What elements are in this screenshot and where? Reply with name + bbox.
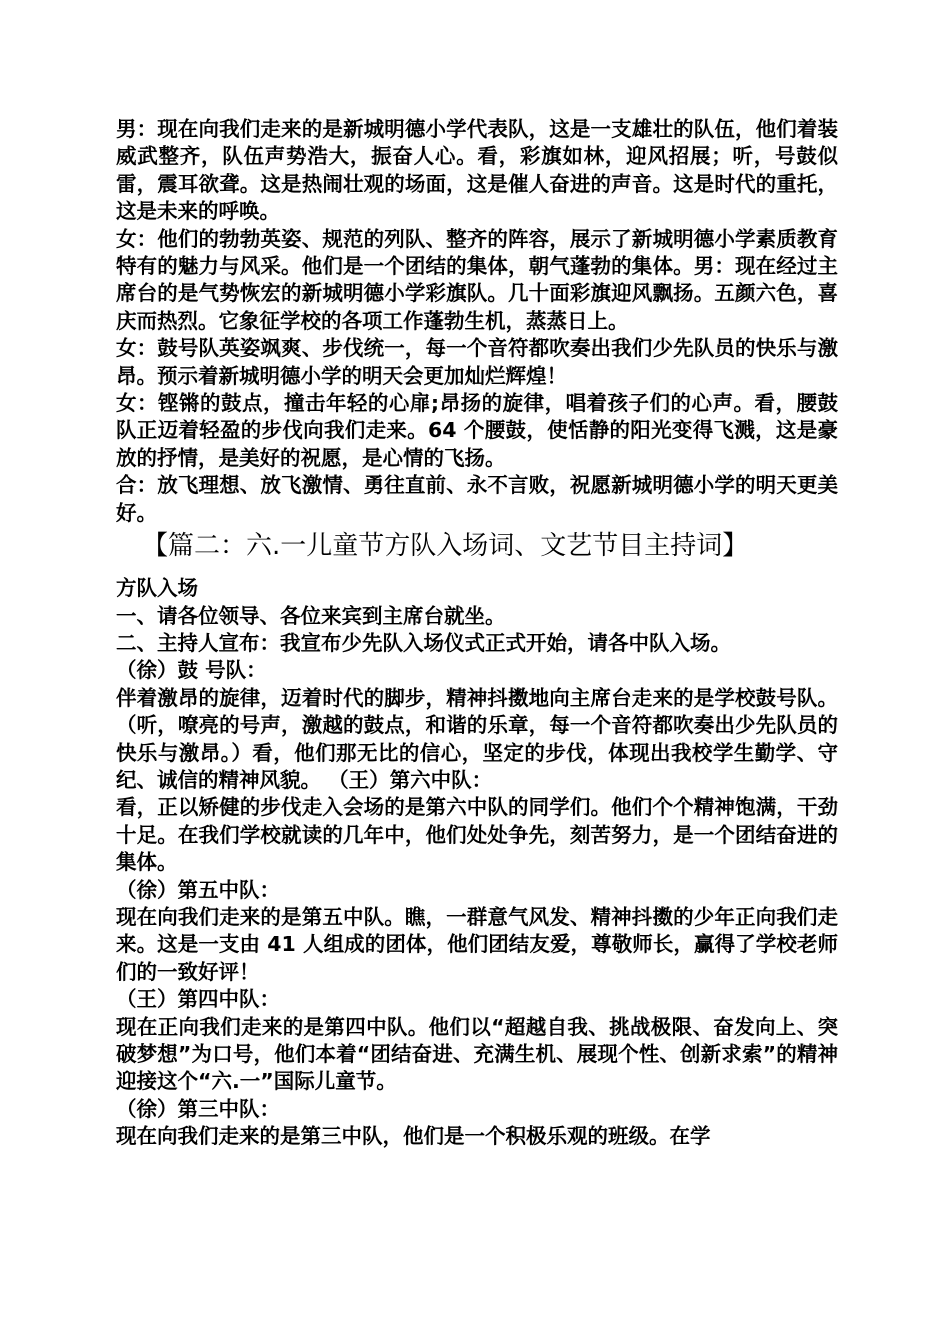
speaker-label: （徐）第三中队： bbox=[116, 1096, 280, 1121]
paragraph: 二、主持人宣布：我宣布少先队入场仪式正式开始，请各中队入场。 bbox=[116, 630, 731, 655]
speaker-label: （徐）鼓 号队： bbox=[116, 658, 267, 683]
paragraph: 男：现在向我们走来的是新城明德小学代表队，这是一支雄壮的队伍，他们着装威武整齐，队伍声势浩大，振奋人心。看，彩旗如林，迎风招展；听，号鼓似雷，震耳欲聋。这是热闹壮观的场面，这是催人奋进的声音。这是时代的重托，这是未来的呼唤。 bbox=[116, 117, 838, 224]
paragraph: 现在向我们走来的是第三中队，他们是一个积极乐观的班级。在学 bbox=[116, 1124, 711, 1149]
paragraph: 合：放飞理想、放飞激情、勇往直前、永不言败，祝愿新城明德小学的明天更美好。 bbox=[116, 473, 838, 525]
paragraph: 女：他们的勃勃英姿、规范的列队、整齐的阵容，展示了新城明德小学素质教育特有的魅力与风采。他们是一个团结的集体，朝气蓬勃的集体。男：现在经过主席台的是气势恢宏的新城明德小学彩旗队。几十面彩旗迎风飘扬。五颜六色，喜庆而热烈。它象征学校的各项工作蓬勃生机，蒸蒸日上。 bbox=[116, 226, 838, 333]
paragraph: 现在正向我们走来的是第四中队。他们以“超越自我、挑战极限、奋发向上、突破梦想”为口号，他们本着“团结奋进、充满生机、展现个性、创新求索”的精神迎接这个“六.一”国际儿童节。 bbox=[116, 1014, 838, 1094]
paragraph: 看，正以矫健的步伐走入会场的是第六中队的同学们。他们个个精神饱满，干劲十足。在我们学校就读的几年中，他们处处争先，刻苦努力，是一个团结奋进的集体。 bbox=[116, 795, 838, 875]
speaker-label: （徐）第五中队： bbox=[116, 877, 280, 902]
paragraph: 女：铿锵的鼓点，撞击年轻的心扉;昂扬的旋律，唱着孩子们的心声。看，腰鼓队正迈着轻盈的步伐向我们走来。64 个腰鼓，使恬静的阳光变得飞溅，这是豪放的抒情，是美好的祝愿，是心情的飞扬。 bbox=[116, 391, 838, 470]
speaker-label: （王）第四中队： bbox=[116, 987, 280, 1012]
document-page bbox=[116, 116, 838, 1151]
paragraph: 一、请各位领导、各位来宾到主席台就坐。 bbox=[116, 603, 506, 628]
section-title: 方队入场 bbox=[116, 576, 198, 601]
section-heading: 【篇二：六.一儿童节方队入场词、文艺节目主持词】 bbox=[142, 531, 749, 562]
paragraph: 女：鼓号队英姿飒爽、步伐统一，每一个音符都吹奏出我们少先队员的快乐与激昂。预示着新城明德小学的明天会更加灿烂辉煌！ bbox=[116, 336, 838, 388]
paragraph: 现在向我们走来的是第五中队。瞧，一群意气风发、精神抖擞的少年正向我们走来。这是一支由 41 人组成的团体，他们团结友爱，尊敬师长，赢得了学校老师们的一致好评！ bbox=[116, 904, 838, 984]
paragraph: 伴着激昂的旋律，迈着时代的脚步，精神抖擞地向主席台走来的是学校鼓号队。（听，嘹亮的号声，激越的鼓点，和谐的乐章，每一个音符都吹奏出少先队员的快乐与激昂。）看，他们那无比的信心，坚定的步伐，体现出我校学生勤学、守纪、诚信的精神风貌。 （王）第六中队： bbox=[116, 685, 838, 792]
